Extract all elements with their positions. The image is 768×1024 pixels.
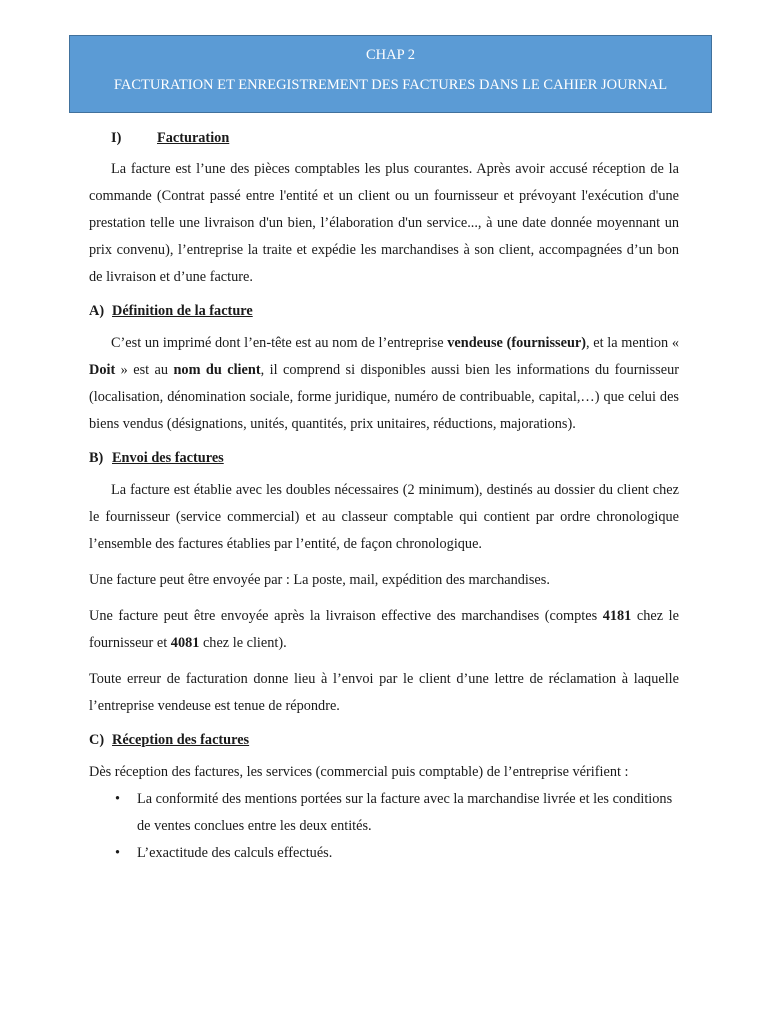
- text-run: » est au: [115, 362, 174, 378]
- subsection-heading-c: [89, 730, 679, 750]
- list-item: [115, 840, 679, 867]
- subsection-letter: A): [89, 303, 105, 319]
- bold-text-run: nom du client: [173, 362, 261, 378]
- bold-text-run: vendeuse (fournisseur): [447, 335, 586, 351]
- section-number: I): [111, 130, 122, 146]
- subsection-letter: B): [89, 450, 104, 466]
- subsection-letter: C): [89, 732, 105, 748]
- subsection-title: Envoi des factures: [112, 450, 224, 466]
- section-title: Facturation: [157, 130, 230, 146]
- text-run: , il comprend si disponibles aussi bien les informations du fournisseur (localisation, dénomination sociale, forme juridique, numéro de contribuable, capital,…) que celui des biens vendus (désignations, unités, quantités, prix unitaires, réductions, majorations).: [89, 362, 679, 432]
- chapter-title: FACTURATION ET ENREGISTREMENT DES FACTURES DANS LE CAHIER JOURNAL: [113, 77, 668, 93]
- bullet-icon: •: [115, 791, 121, 807]
- subsection-title: Réception des factures: [112, 732, 250, 748]
- intro-paragraph: La facture est l’une des pièces comptables les plus courantes. Après avoir accusé réception de la commande (Contrat passé entre l'entité et un client ou un fournisseur et prévoyant l'exécution d'une prestation telle une livraison d'un bien, l’élaboration d'un service..., à une date donnée moyennant un prix convenu), l’entreprise la traite et expédie les marchandises à son client, accompagnées d’un bon de livraison et d’une facture.: [89, 161, 679, 285]
- bold-text-run: Doit: [89, 362, 116, 378]
- definition-paragraph: [89, 330, 679, 438]
- text-run: , et la mention «: [586, 335, 679, 351]
- list-item-text: La conformité des mentions portées sur la facture avec la marchandise livrée et les conditions de ventes conclues entre les deux entités.: [137, 791, 673, 834]
- text-run: chez le client).: [199, 635, 287, 651]
- subsection-title: Définition de la facture: [112, 303, 253, 319]
- sending-methods-paragraph: Une facture peut être envoyée par : La poste, mail, expédition des marchandises.: [89, 572, 550, 588]
- bullet-icon: •: [115, 845, 121, 861]
- billing-error-paragraph: Toute erreur de facturation donne lieu à l’envoi par le client d’une lettre de réclamation à laquelle l’entreprise vendeuse est tenue de répondre.: [89, 671, 679, 714]
- sending-paragraph: La facture est établie avec les doubles nécessaires (2 minimum), destinés au dossier du client chez le fournisseur (service commercial) et au classeur comptable qui contient par ordre chronologique l’ensemble des factures établies par l’entité, de façon chronologique.: [89, 482, 679, 552]
- list-item-text: L’exactitude des calculs effectués.: [137, 845, 333, 861]
- chapter-header: [69, 35, 712, 113]
- section-heading-1: [111, 129, 679, 147]
- reception-paragraph: Dès réception des factures, les services (commercial puis comptable) de l’entreprise vérifient :: [89, 764, 629, 780]
- subsection-heading-b: [89, 448, 679, 468]
- text-run: chez le fournisseur et: [89, 608, 679, 651]
- bold-text-run: 4081: [170, 635, 200, 651]
- text-run: C’est un imprimé dont l’en-tête est au nom de l’entreprise: [111, 335, 448, 351]
- verification-list: [89, 786, 679, 867]
- list-item: [115, 786, 679, 840]
- text-run: Une facture peut être envoyée après la livraison effective des marchandises (comptes: [89, 608, 603, 624]
- document-body: [89, 125, 679, 867]
- chapter-number: CHAP 2: [365, 47, 415, 63]
- sending-accounts-paragraph: [89, 603, 679, 657]
- subsection-heading-a: [89, 301, 679, 321]
- bold-text-run: 4181: [602, 608, 632, 624]
